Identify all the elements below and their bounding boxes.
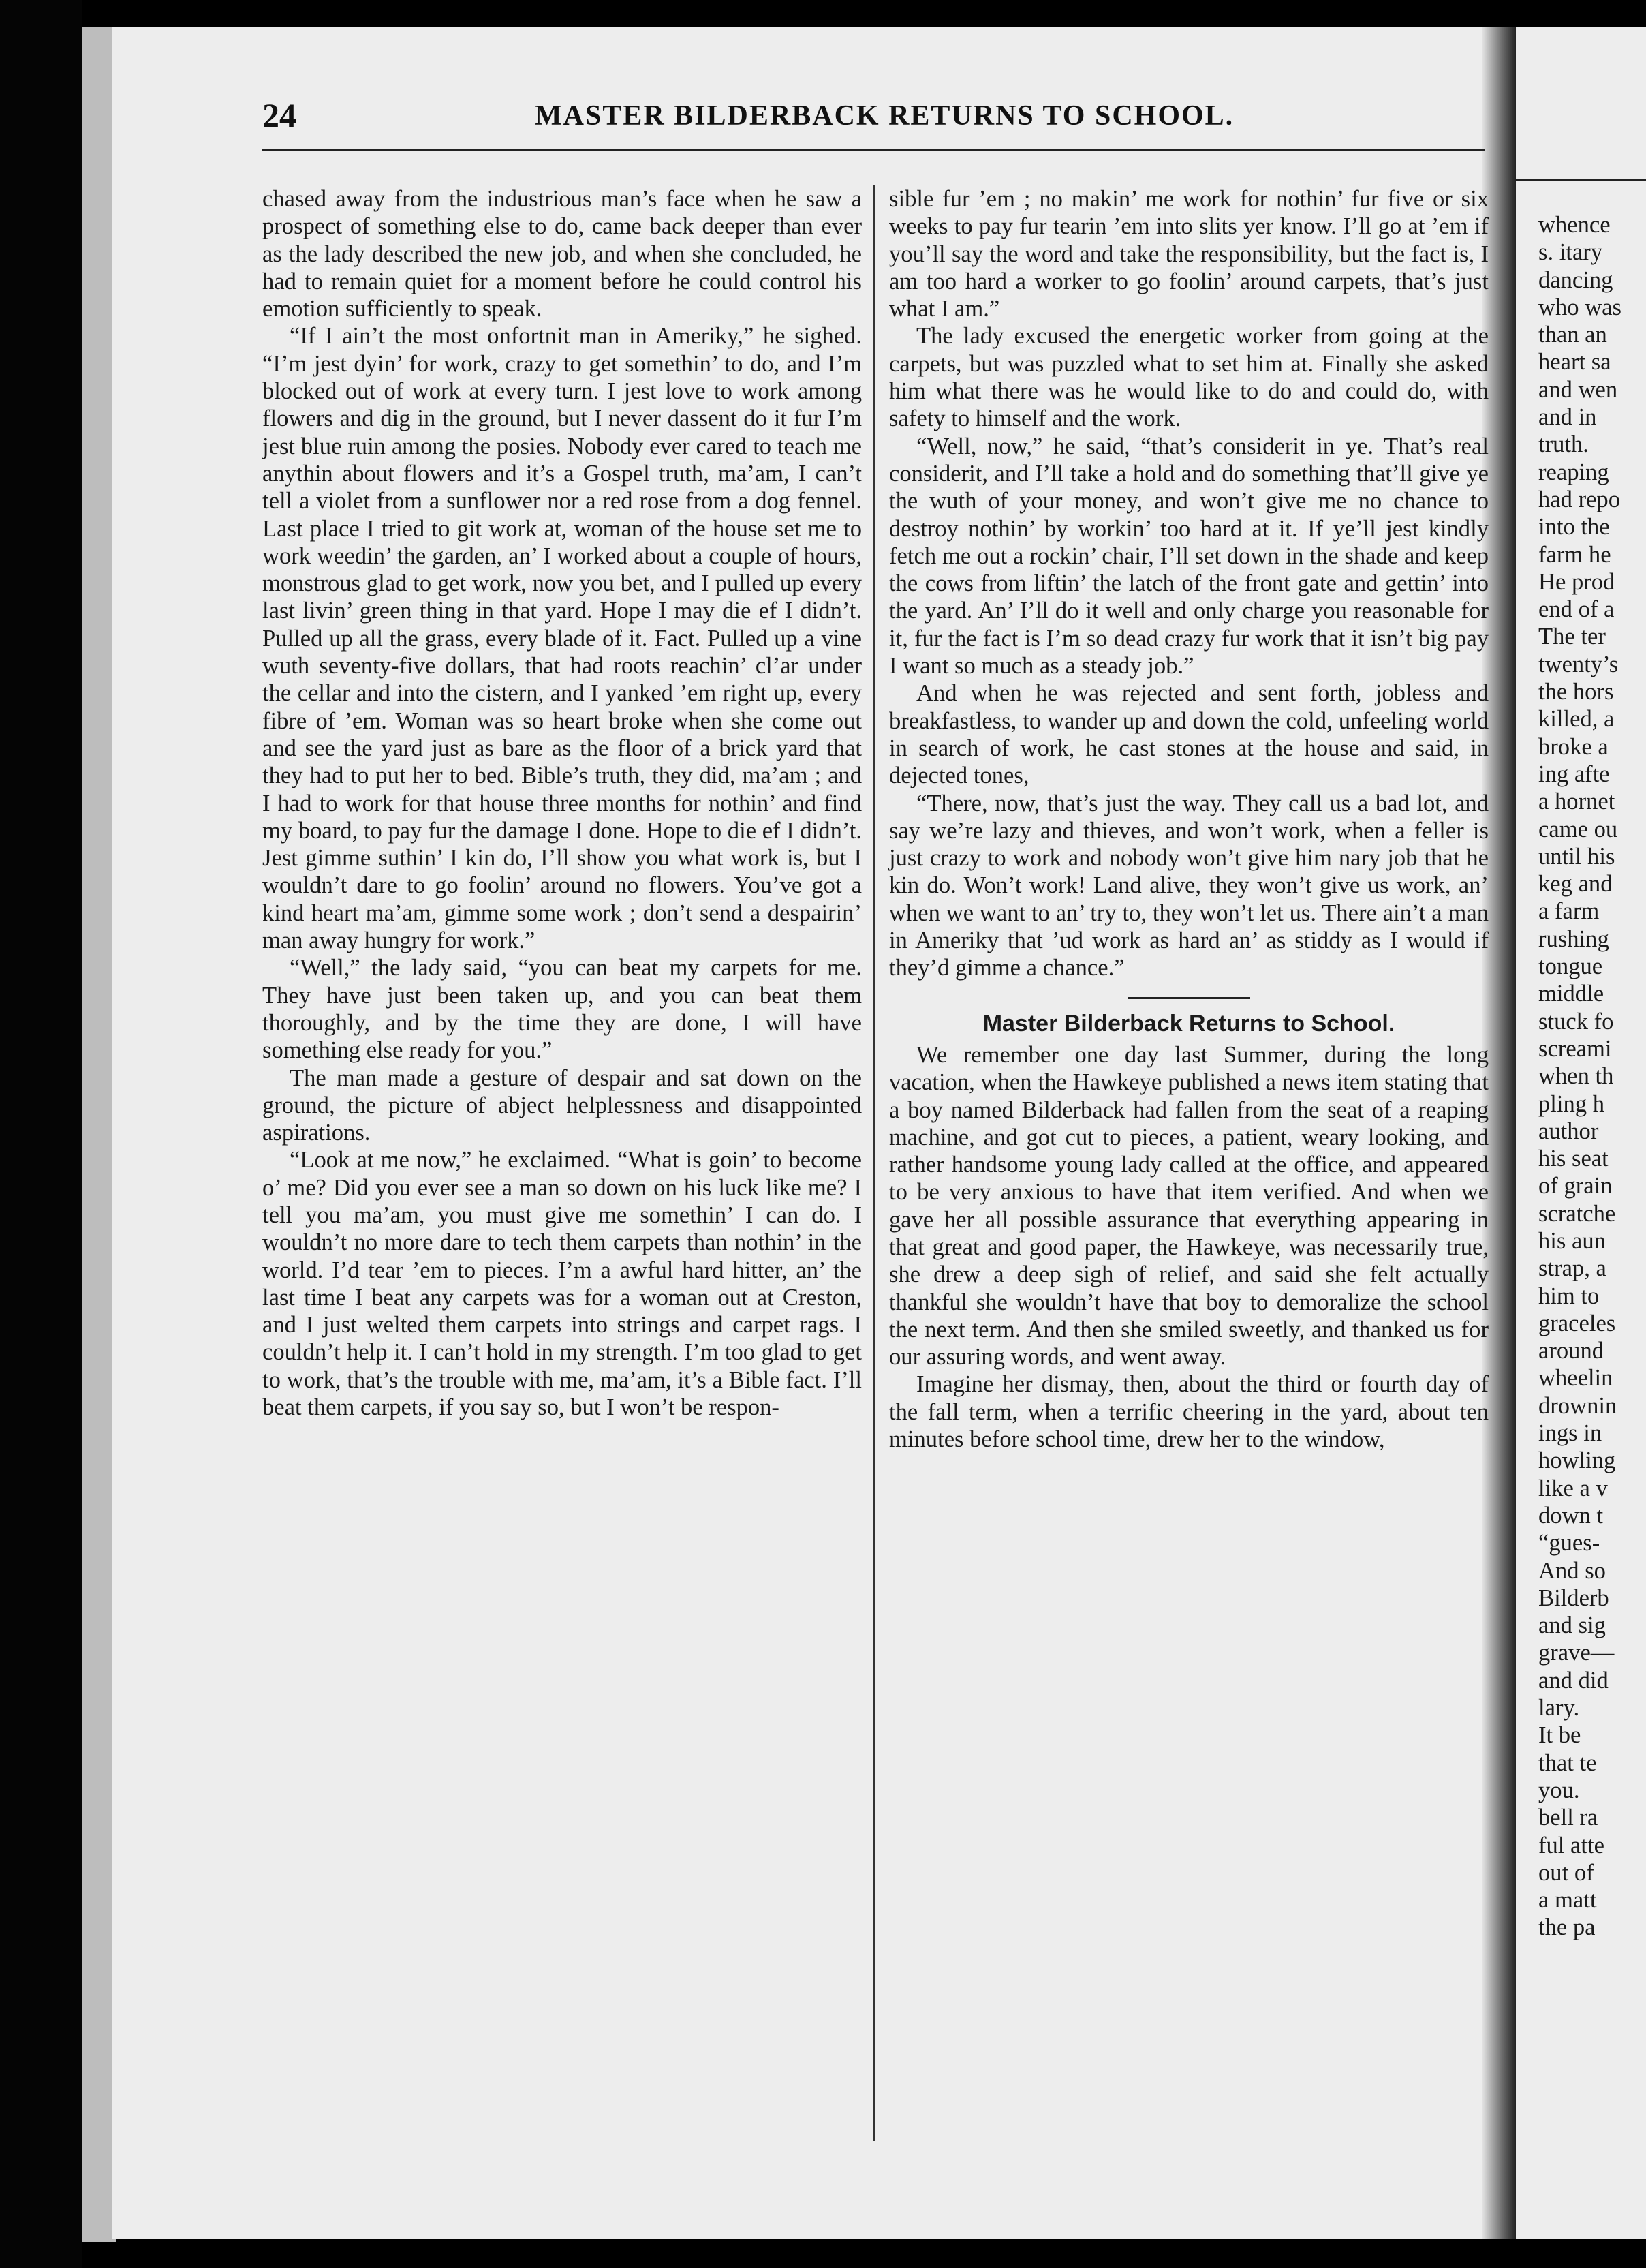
adjacent-page-line: came ou xyxy=(1538,816,1618,842)
adjacent-page-line: like a v xyxy=(1538,1475,1608,1501)
adjacent-page-line: farm he xyxy=(1538,541,1611,568)
adjacent-page-line: drownin xyxy=(1538,1392,1617,1419)
adjacent-page-line: dancing xyxy=(1538,266,1613,293)
adjacent-page-line: had repo xyxy=(1538,486,1621,512)
paragraph: The lady excused the energetic worker from going at the carpets, but was puzzled what to set him at. Finally she asked him what there was he would like to do and could do, with safety to himself and the work. xyxy=(889,323,1489,432)
adjacent-page-line: middle xyxy=(1538,981,1604,1007)
adjacent-page-line: around xyxy=(1538,1338,1604,1364)
adjacent-page-line: the hors xyxy=(1538,679,1614,705)
adjacent-page-line: out of xyxy=(1538,1859,1594,1886)
adjacent-page-line: his seat xyxy=(1538,1146,1609,1172)
adjacent-page-line: down t xyxy=(1538,1502,1604,1529)
adjacent-page-line: a hornet xyxy=(1538,788,1615,815)
adjacent-page-line: heart sa xyxy=(1538,349,1611,376)
page-edge xyxy=(82,27,116,2242)
adjacent-page-line: stuck fo xyxy=(1538,1008,1614,1035)
adjacent-page-line: ing afte xyxy=(1538,761,1610,787)
adjacent-page-line: rushing xyxy=(1538,925,1609,952)
adjacent-page-line: reaping xyxy=(1538,459,1609,485)
paragraph: The man made a gesture of despair and sat down on the ground, the picture of abject helplessness and disappointed aspirations. xyxy=(262,1064,862,1146)
adjacent-page-line: into the xyxy=(1538,514,1610,540)
adjacent-page-text xyxy=(1538,211,1646,1942)
adjacent-page-line: twenty’s xyxy=(1538,651,1619,677)
adjacent-page-line: whence xyxy=(1538,212,1611,238)
adjacent-page-line: grave— xyxy=(1538,1640,1615,1666)
adjacent-page-line: the pa xyxy=(1538,1914,1596,1941)
adjacent-page-line: and in xyxy=(1538,404,1597,431)
adjacent-page-line: ings in xyxy=(1538,1420,1602,1447)
adjacent-page-line: scratche xyxy=(1538,1200,1616,1227)
adjacent-page-line: and wen xyxy=(1538,376,1618,403)
adjacent-page-line: howling xyxy=(1538,1447,1616,1474)
adjacent-page-line: Bilderb xyxy=(1538,1584,1609,1611)
adjacent-page-line: He prod xyxy=(1538,568,1615,595)
adjacent-page-line: killed, a xyxy=(1538,706,1615,733)
adjacent-page-line: and sig xyxy=(1538,1612,1606,1639)
adjacent-page-line: author xyxy=(1538,1118,1599,1144)
adjacent-page-line: screami xyxy=(1538,1035,1612,1062)
adjacent-page-line: broke a xyxy=(1538,733,1609,760)
article-title: Master Bilderback Returns to School. xyxy=(982,1010,1395,1037)
adjacent-page-line: who was xyxy=(1538,294,1621,320)
paragraph: “There, now, that’s just the way. They call us a bad lot, and say we’re lazy and thieves, and won’t work, when a feller is just crazy to work and nobody won’t give him nary job that he kin do. Won’t work! Land alive, they won’t give us work, an’ when we want to an’ try to, they won’t let us. There ain’t a man in Ameriky that ’ud work as hard an’ as stiddy as I would if they’d gimme a chance.” xyxy=(889,790,1489,981)
paragraph: Imagine her dismay, then, about the third or fourth day of the fall term, when a terrific cheering in the yard, about ten minutes before school time, drew her to the window, xyxy=(889,1371,1489,1453)
adjacent-page-line: until his xyxy=(1538,843,1615,870)
adjacent-page-line: a farm xyxy=(1538,898,1600,925)
adjacent-page-line: The ter xyxy=(1538,624,1606,650)
column-divider xyxy=(873,185,875,2141)
adjacent-page-line: bell ra xyxy=(1538,1805,1598,1831)
adjacent-page-line: that te xyxy=(1538,1749,1597,1776)
adjacent-page-line: graceles xyxy=(1538,1310,1616,1336)
adjacent-page-line: And so xyxy=(1538,1557,1606,1584)
paragraph: “If I ain’t the most onfortnit man in Ameriky,” he sighed. “I’m jest dyin’ for work, crazy to get somethin’ to do, and I’m blocked out of work at every turn. I jest love to work among flowers and dig in the ground, but I never dassent do it fur I’m jest blue ruin among the posies. Nobody ever cared to teach me anythin about flowers and it’s a Gospel truth, ma’am, I can’t tell a violet from a sunflower nor a red rose from a dog fennel. Last place I tried to git work at, woman of the house set me to work weedin’ the garden, an’ I worked about a couple of hours, monstrous glad to get work, now you bet, and I pulled up every last livin’ green thing in that yard. Hope I may die ef I didn’t. Pulled up all the grass, every blade of it. Fact. Pulled up a vine wuth seventy-five dollars, that had roots reachin’ cl’ar under the cellar and into the cistern, and I yanked ’em right up, every fibre of ’em. Woman was so heart broke when she come out and see the yard just as bare as the floor of a brick yard that they had to put her to bed. Bible’s truth, they did, ma’am ; and I had to work for that house three months for nothin’ and find my board, to pay fur the damage I done. Hope to die ef I didn’t. Jest gimme suthin’ I kin do, I’ll show you what work is, but I wouldn’t dare to go foolin’ around no flowers. You’ve got a kind heart ma’am, gimme some work ; don’t send a despairin’ man away hungry for work.” xyxy=(262,323,862,954)
adjacent-page-line: It be xyxy=(1538,1722,1581,1749)
paragraph: We remember one day last Summer, during the long vacation, when the Hawkeye published a news item stating that a boy named Bilderback had fallen from the seat of a reaping machine, and got cut to pieces, a patient, weary looking, and rather handsome young lady called at the office, and appeared to be very anxious to have that item verified. And when we gave her all possible assurance that everything appearing in that great and good paper, the Hawkeye, was necessarily true, she drew a deep sigh of relief, and said she felt actually thankful she wouldn’t have that boy to demoralize the school the next term. And then she smiled sweetly, and thanked us for our assuring words, and went away. xyxy=(889,1041,1489,1370)
header-rule xyxy=(262,149,1485,151)
adjacent-page-line: him to xyxy=(1538,1283,1600,1309)
adjacent-page-line: when th xyxy=(1538,1063,1614,1090)
adjacent-page-header-rule xyxy=(1516,179,1646,181)
paragraph: chased away from the industrious man’s face when he saw a prospect of something else to do, came back deeper than ever as the lady described the new job, and when she concluded, he had to remain quiet for a moment before he could control his emotion sufficiently to speak. xyxy=(262,186,862,322)
adjacent-page-line: “gues- xyxy=(1538,1530,1600,1557)
adjacent-page-line: than an xyxy=(1538,322,1607,348)
adjacent-page-line: s. itary xyxy=(1538,239,1603,266)
paragraph: “Well, now,” he said, “that’s considerit in ye. That’s real considerit, and I’ll take a hold and do something that’ll give ye the wuth of your money, and won’t give me no chance to destroy nothin’ by workin’ too hard at it. If ye’ll jest kindly fetch me out a rockin’ chair, I’ll set down in the shade and keep the cows from liftin’ the latch of the front gate and gettin’ into the yard. An’ I’ll do it well and only charge you reasonable for it, fur the fact is I’m so dead crazy fur work that it isn’t big pay I want so much as a steady job.” xyxy=(889,433,1489,679)
adjacent-page-line: you. xyxy=(1538,1777,1580,1803)
page-header xyxy=(262,95,1489,143)
adjacent-page-line: and did xyxy=(1538,1667,1609,1694)
adjacent-page-line: of grain xyxy=(1538,1173,1613,1199)
running-title: MASTER BILDERBACK RETURNS TO SCHOOL. xyxy=(535,100,1234,132)
adjacent-page-line: tongue xyxy=(1538,953,1603,980)
adjacent-page-line: pling h xyxy=(1538,1090,1605,1117)
adjacent-page-line: lary. xyxy=(1538,1695,1580,1721)
text-column-left xyxy=(262,185,862,2141)
text-column-right xyxy=(889,185,1489,2141)
paragraph: And when he was rejected and sent forth, jobless and breakfastless, to wander up and down the cold, unfeeling world in search of work, he cast stones at the house and said, in dejected tones, xyxy=(889,680,1489,789)
scan-background xyxy=(0,0,82,2268)
adjacent-page-line: his aun xyxy=(1538,1227,1606,1254)
paragraph: sible fur ’em ; no makin’ me work for nothin’ fur five or six weeks to pay fur tearin ’em into slits yer know. I’ll go at ’em if you’ll say the word and take the responsibility, but the fact is, I am too hard a worker to go foolin’ around carpets, that’s just what I am.” xyxy=(889,186,1489,322)
adjacent-page-line: end of a xyxy=(1538,596,1615,623)
adjacent-page-line: wheelin xyxy=(1538,1365,1613,1392)
paragraph: “Well,” the lady said, “you can beat my carpets for me. They have just been taken up, and you can beat them thoroughly, and by the time they are done, I will have something else ready for you.” xyxy=(262,955,862,1064)
article-separator xyxy=(1128,997,1250,999)
adjacent-page-line: keg and xyxy=(1538,871,1613,898)
adjacent-page-line: a matt xyxy=(1538,1887,1597,1914)
adjacent-page-line: ful atte xyxy=(1538,1832,1604,1858)
adjacent-page-line: strap, a xyxy=(1538,1255,1606,1282)
page-number: 24 xyxy=(262,96,296,134)
adjacent-page-line: truth. xyxy=(1538,431,1589,458)
paragraph: “Look at me now,” he exclaimed. “What is goin’ to become o’ me? Did you ever see a man so down on his luck like me? I tell you ma’am, you must give me somethin’ I can do. I wouldn’t no more dare to tech them carpets than nothin’ in the world. I’d tear ’em to pieces. I’m a awful hard hitter, an’ the last time I beat any carpets was for a woman out at Creston, and I just welted them carpets into strings and carpet rags. I couldn’t help it. I can’t hold in my strength. I’m too glad to get to work, that’s the trouble with me, ma’am, it’s a Bible fact. I’ll beat them carpets, if you say so, but I won’t be respon- xyxy=(262,1147,862,1421)
